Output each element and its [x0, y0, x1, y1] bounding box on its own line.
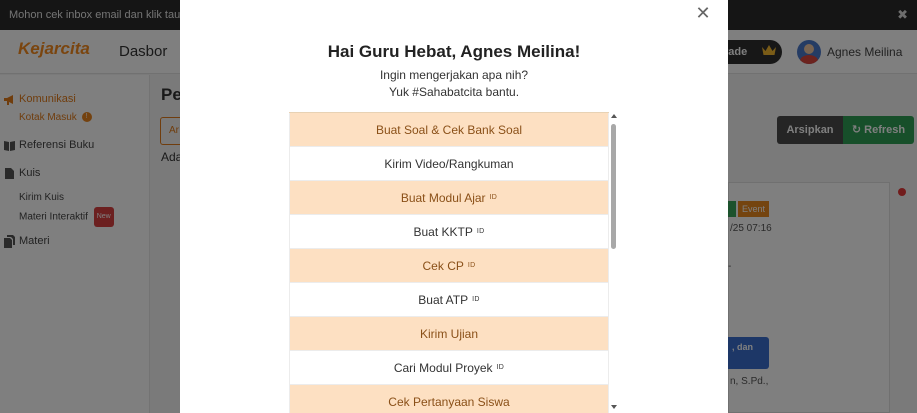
menu-item-buat-atp[interactable]	[289, 283, 609, 317]
welcome-modal	[180, 0, 728, 413]
menu-item-buat-kktp[interactable]	[289, 215, 609, 249]
menu-item-kirim-ujian[interactable]	[289, 317, 609, 351]
menu-item-label: Kirim Ujian	[419, 326, 478, 341]
close-icon[interactable]: ✕	[695, 3, 711, 23]
scroll-thumb[interactable]	[611, 124, 616, 249]
task-menu-list	[289, 112, 609, 413]
menu-item-buat-soal[interactable]	[289, 113, 609, 147]
menu-item-label: Cari Modul Proyek	[393, 360, 493, 375]
menu-item-cari-modul-proyek[interactable]	[289, 351, 609, 385]
modal-subtitle-line2: Yuk #Sahabatcita bantu.	[388, 85, 520, 99]
menu-item-label: Buat Modul Ajar	[400, 190, 486, 205]
menu-item-label: Cek CP	[422, 258, 464, 273]
region-tag: ID	[489, 194, 498, 201]
region-tag: ID	[496, 364, 505, 371]
modal-title: Hai Guru Hebat, Agnes Meilina!	[327, 42, 581, 61]
scroll-down-arrow-icon[interactable]	[611, 405, 617, 409]
scroll-up-arrow-icon[interactable]	[611, 114, 617, 118]
menu-item-label: Buat KKTP	[413, 224, 473, 239]
menu-item-kirim-video[interactable]	[289, 147, 609, 181]
modal-subtitle-line1: Ingin mengerjakan apa nih?	[379, 68, 529, 82]
menu-item-buat-modul-ajar[interactable]	[289, 181, 609, 215]
region-tag: ID	[467, 262, 476, 269]
region-tag: ID	[476, 228, 485, 235]
menu-scrollbar[interactable]	[609, 112, 619, 413]
menu-item-cek-cp[interactable]	[289, 249, 609, 283]
menu-item-cek-pertanyaan-siswa[interactable]	[289, 385, 609, 413]
menu-item-label: Buat ATP	[418, 292, 469, 307]
menu-item-label: Cek Pertanyaan Siswa	[388, 394, 510, 409]
menu-item-label: Kirim Video/Rangkuman	[384, 156, 514, 171]
menu-item-label: Buat Soal & Cek Bank Soal	[375, 122, 523, 137]
region-tag: ID	[472, 296, 480, 303]
